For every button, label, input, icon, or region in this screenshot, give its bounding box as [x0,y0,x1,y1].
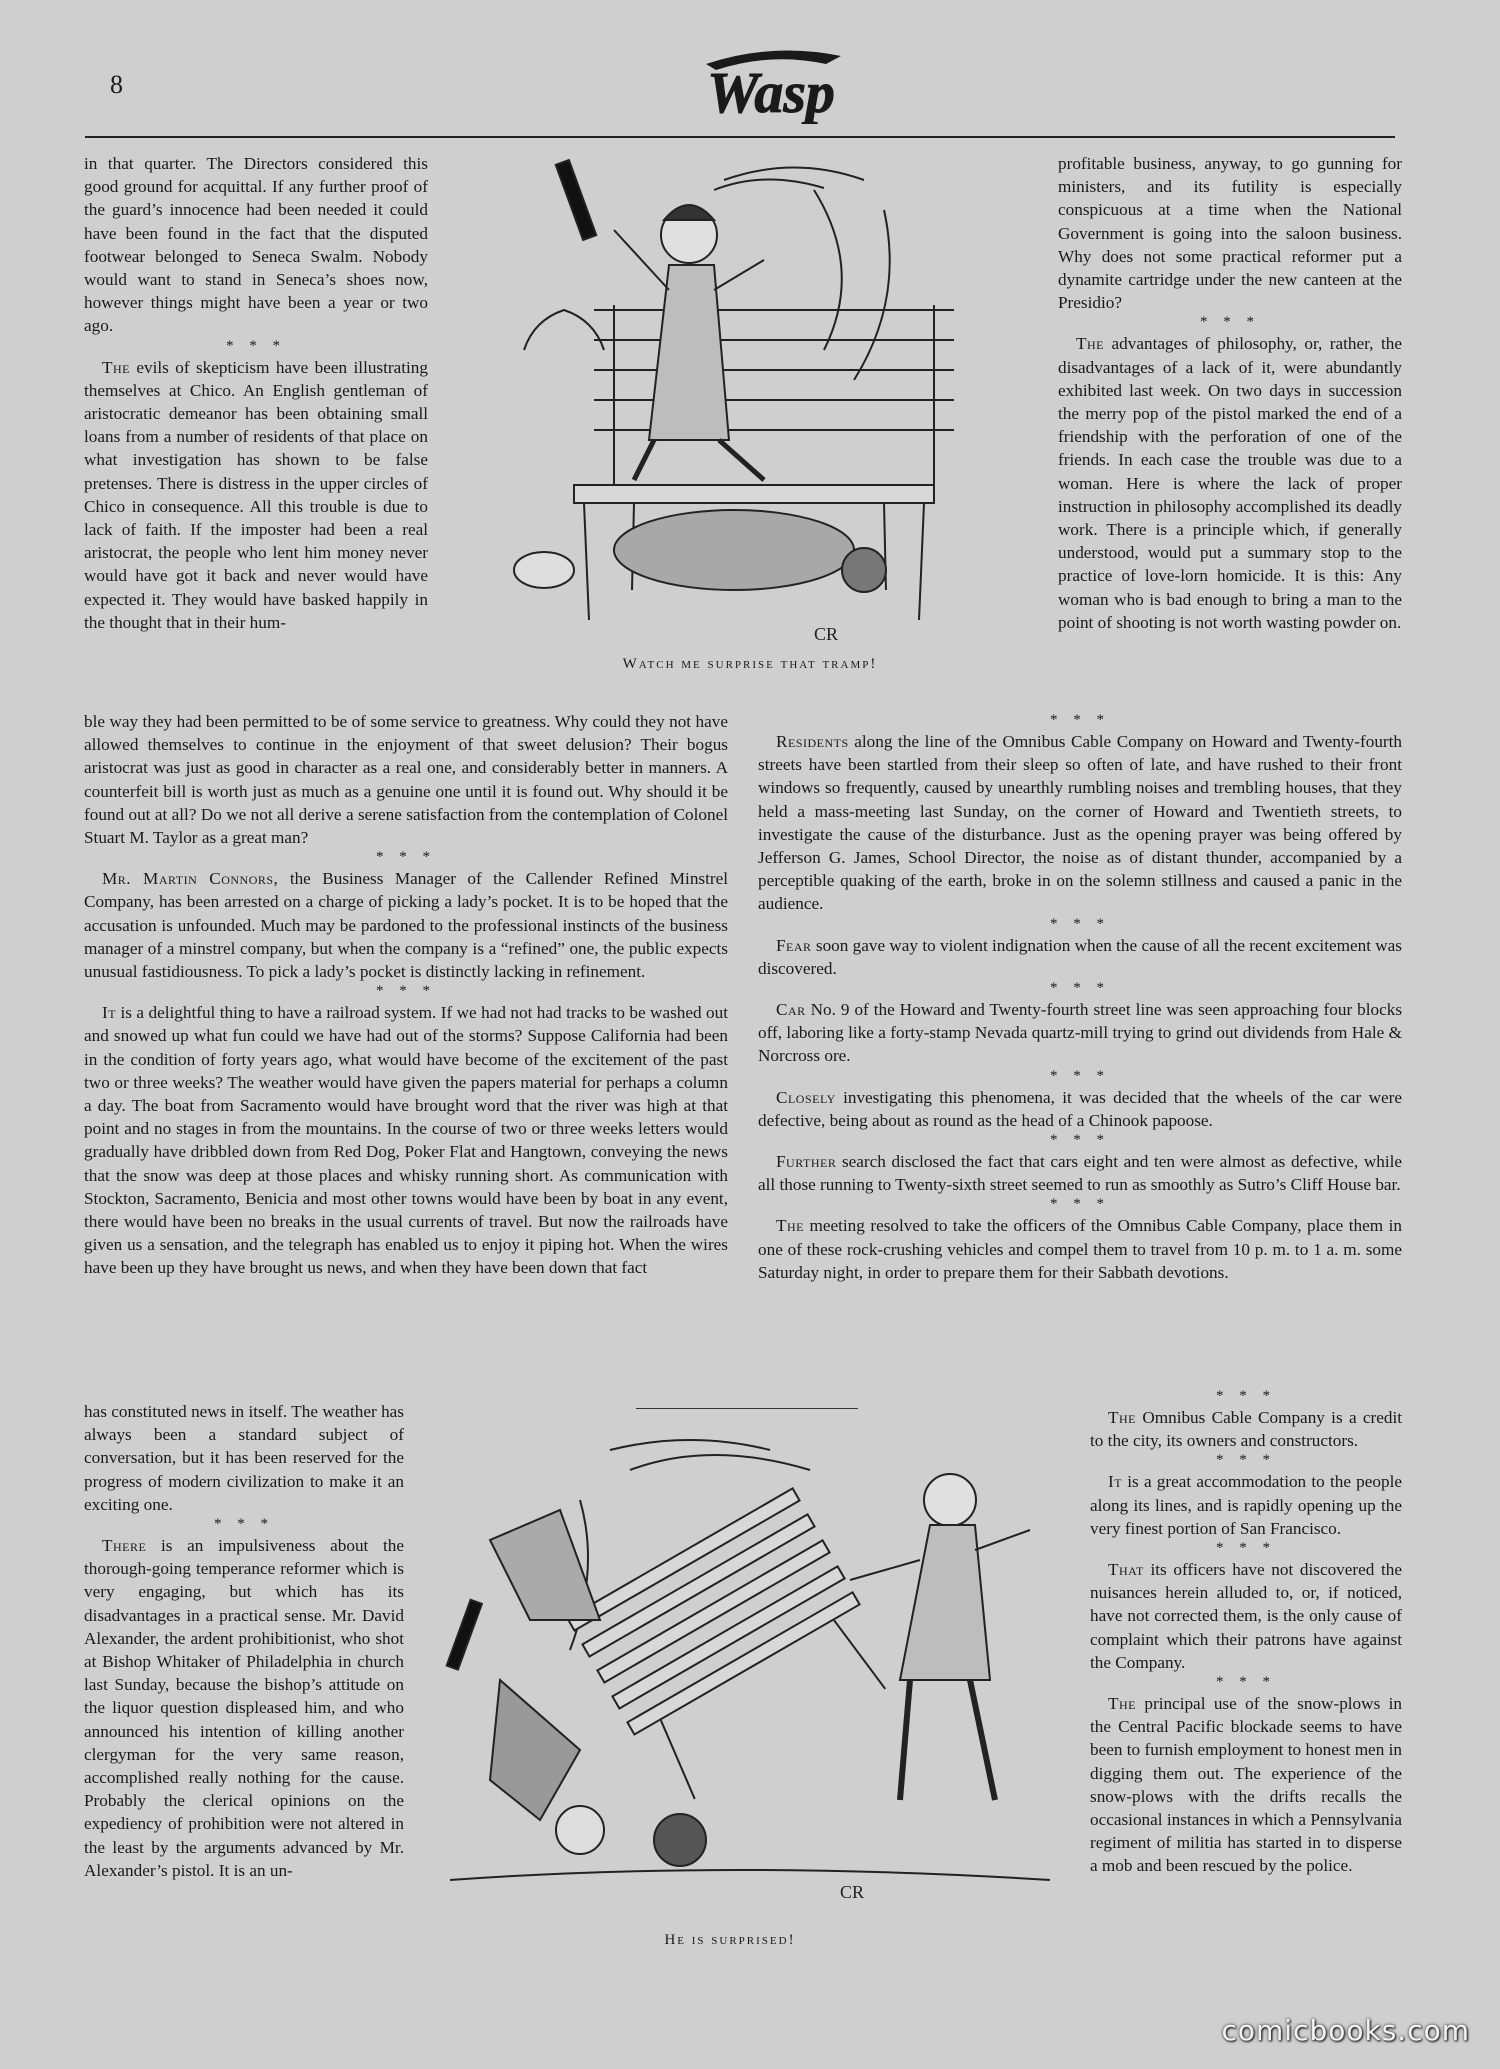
section-separator: * * * [376,849,436,866]
masthead-logo [676,34,866,124]
section-separator: * * * [376,983,436,1000]
paragraph: profitable business, anyway, to go gunning for ministers, and its futility is especially conspicuous at a time when the National Government is going into the saloon business. Why does not some practical reformer put a dynamite cartridge under the new canteen at the Presidio? [1058,154,1402,313]
section-separator: * * * [1216,1452,1276,1469]
section-separator: * * * [1050,712,1110,728]
illustration-bench-collapse [430,1420,1075,1920]
column-wide-left [84,710,728,1404]
paragraph: The principal use of the snow-plows in the Central Pacific blockade seems to have been to furnish employment to honest men in digging them out. The experience of the snow-plows with the drifts recalls the occasional instances in which a Pennsylvania regiment of militia has started in to disperse a mob and been rescued by the police. [1090,1694,1402,1876]
paragraph: Residents along the line of the Omnibus Cable Company on Howard and Twenty-fourth streets have been startled from their sleep so often of late, and have rushed to their front windows so frequently, caused by unearthly rumbling noises and trembling houses, that they held a mass-meeting last Sunday, on the corner of Howard and Twentieth streets, to investigate the cause of the disturbance. Just as the opening prayer was being offered by Jefferson G. James, School Director, the noise as of distant thunder, accompanied by a perceptible quaking of the earth, broke in on the solemn stillness and caused a panic in the audience. [758,732,1402,914]
paragraph: has constituted news in itself. The weather has always been a standard subject of conversation, but it has been reserved for the progress of modern civilization to make it an exciting one. [84,1402,404,1514]
paragraph: Fear soon gave way to violent indignation when the cause of all the recent excitement was discovered. [758,935,1402,978]
caption-bottom: He is surprised! [664,1932,796,1948]
column-right-bottom [1090,1388,1402,1966]
paragraph: The evils of skepticism have been illustrating themselves at Chico. An English gentleman of aristocratic demeanor has been obtaining small loans from a number of residents of that place on what investigation has shown to be false pretenses. There is distress in the upper circles of Chico in consequence. All this trouble is due to lack of faith. If the imposter had been a real aristocrat, the people who lent him money never would have got it back and never would have expected it. They would have basked happily in the thought that in their hum- [84,357,428,632]
section-separator: * * * [214,1516,274,1533]
paragraph: Car No. 9 of the Howard and Twenty-fourth street line was seen approaching four blocks off, laboring like a forty-stamp Nevada quartz-mill trying to grind out dividends from Hale & Norcross ore. [758,1000,1402,1066]
paragraph: There is an impulsiveness about the thorough-going temperance reformer which is very engaging, but which has its disadvantages in a practical sense. Mr. David Alexander, the ardent prohibitionist, who shot at Bishop Whitaker of Philadelphia in church last Sunday, because the bishop’s attitude on the liquor question displeased him, and who announced his intention of killing another clergyman for the very same reason, accomplished really nothing for the cause. Probably the clerical opinions on the expediency of prohibition were not altered in the least by the arguments advanced by Mr. Alexander’s pistol. It is an un- [84,1536,404,1880]
paragraph: ble way they had been permitted to be of some service to greatness. Why could they not have allowed themselves to continue in the enjoyment of that sweet delusion? Their bogus aristocrat was just as good in character as a real one, and considerably better in manners. A counterfeit bill is worth just as much as a genuine one until it is found out. Why should it be found out at all? Do we not all derive a serene satisfaction from the contemplation of Colonel Stuart M. Taylor as a great man? [84,712,728,848]
paragraph: The meeting resolved to take the officers of the Omnibus Cable Company, place them in one of these rock-crushing vehicles and compel them to travel from 10 p. m. to 1 a. m. some Saturday night, in order to prepare them for their Sabbath devotions. [758,1216,1402,1282]
section-separator: * * * [1216,1388,1276,1404]
svg-text:Wasp: Wasp [707,60,835,124]
paragraph: It is a great accommodation to the people along its lines, and is rapidly opening up the very finest portion of San Francisco. [1090,1472,1402,1538]
page-number: 8 [110,70,123,99]
column-wide-right [758,712,1402,1398]
paragraph: Closely investigating this phenomena, it was decided that the wheels of the car were defective, being about as round as the head of a Chinook papoose. [758,1087,1402,1130]
column-right-top [1058,152,1402,700]
divider [636,1408,858,1409]
header-rule [85,136,1395,138]
paragraph: in that quarter. The Directors considered this good ground for acquittal. If any further proof of the guard’s innocence had been needed it could have been found in the fact that the disputed footwear belonged to Seneca Swalm. Nobody would want to stand in Seneca’s shoes now, however things might have been a year or two ago. [84,154,428,336]
section-separator: * * * [1050,1132,1110,1149]
section-separator: * * * [1050,980,1110,997]
section-separator: * * * [1200,314,1260,331]
section-separator: * * * [1050,915,1110,932]
paragraph: The Omnibus Cable Company is a credit to the city, its owners and constructors. [1090,1408,1402,1451]
paragraph: That its officers have not discovered the nuisances herein alluded to, or, if noticed, have not corrected them, is the only cause of complaint which their patrons have against the Company. [1090,1560,1402,1672]
section-separator: * * * [226,337,286,354]
caption-top: Watch me surprise that tramp! [622,656,878,672]
paragraph: Mr. Martin Connors, the Business Manager of the Callender Refined Minstrel Company, has been arrested on a charge of picking a lady’s pocket. It is to be hoped that the accusation is unfounded. Much may be pardoned to the professional instincts of the business manager of a minstrel company, but when the company is a “refined” one, the public expects unusual fastidiousness. To pick a lady’s pocket is distinctly lacking in refinement. [84,869,728,982]
watermark: comicbooks.com [1221,2014,1470,2047]
paragraph: It is a delightful thing to have a railroad system. If we had not had tracks to be washed out and snowed up what fun could we have had out of the storms? Suppose California had been in the condition of forty years ago, what would have become of the excitement of the past two or three weeks? The weather would have given the papers material for perhaps a column a day. The boat from Sacramento would have brought word that the river was high at that point and no stages in from the mountains. In the course of two or three weeks letters would gradually have dribbled down from Red Dog, Poker Flat and Hangtown, conveying the news that the snow was deep at those places and whisky running short. As communication with Stockton, Sacramento, Benicia and most other towns would have been by boat in any event, there would have been no breaks in the usual currents of travel. But now the railroads have given us a sensation, and the telegraph has enabled us to enjoy it piping hot. When the wires have been up they have brought us news, and when they have been down that fact [84,1003,728,1278]
artist-monogram: CR [814,624,839,644]
paragraph: Further search disclosed the fact that cars eight and ten were almost as defective, while all those running to Twenty-sixth street seemed to run as smoothly as Sutro’s Cliff House bar. [758,1152,1402,1195]
section-separator: * * * [1216,1540,1276,1557]
section-separator: * * * [1050,1196,1110,1213]
paragraph: The advantages of philosophy, or, rather, the disadvantages of a lack of it, were abundantly exhibited last week. On two days in succession the merry pop of the pistol marked the end of a friendship with the perforation of one of the friends. In each case the trouble was due to a woman. Here is where the lack of proper instruction in philosophy accomplished its deadly work. There is a principle which, if generally understood, would put a summary stop to the practice of love-lorn homicide. It is this: Any woman who is bad enough to bring a man to the point of shooting is not worth wasting powder on. [1058,334,1402,632]
section-separator: * * * [1216,1674,1276,1691]
section-separator: * * * [1050,1067,1110,1084]
column-left-top [84,152,428,712]
artist-monogram: CR [840,1882,865,1902]
illustration-policeman-on-bench [464,150,1036,650]
column-left-bottom [84,1400,404,1960]
